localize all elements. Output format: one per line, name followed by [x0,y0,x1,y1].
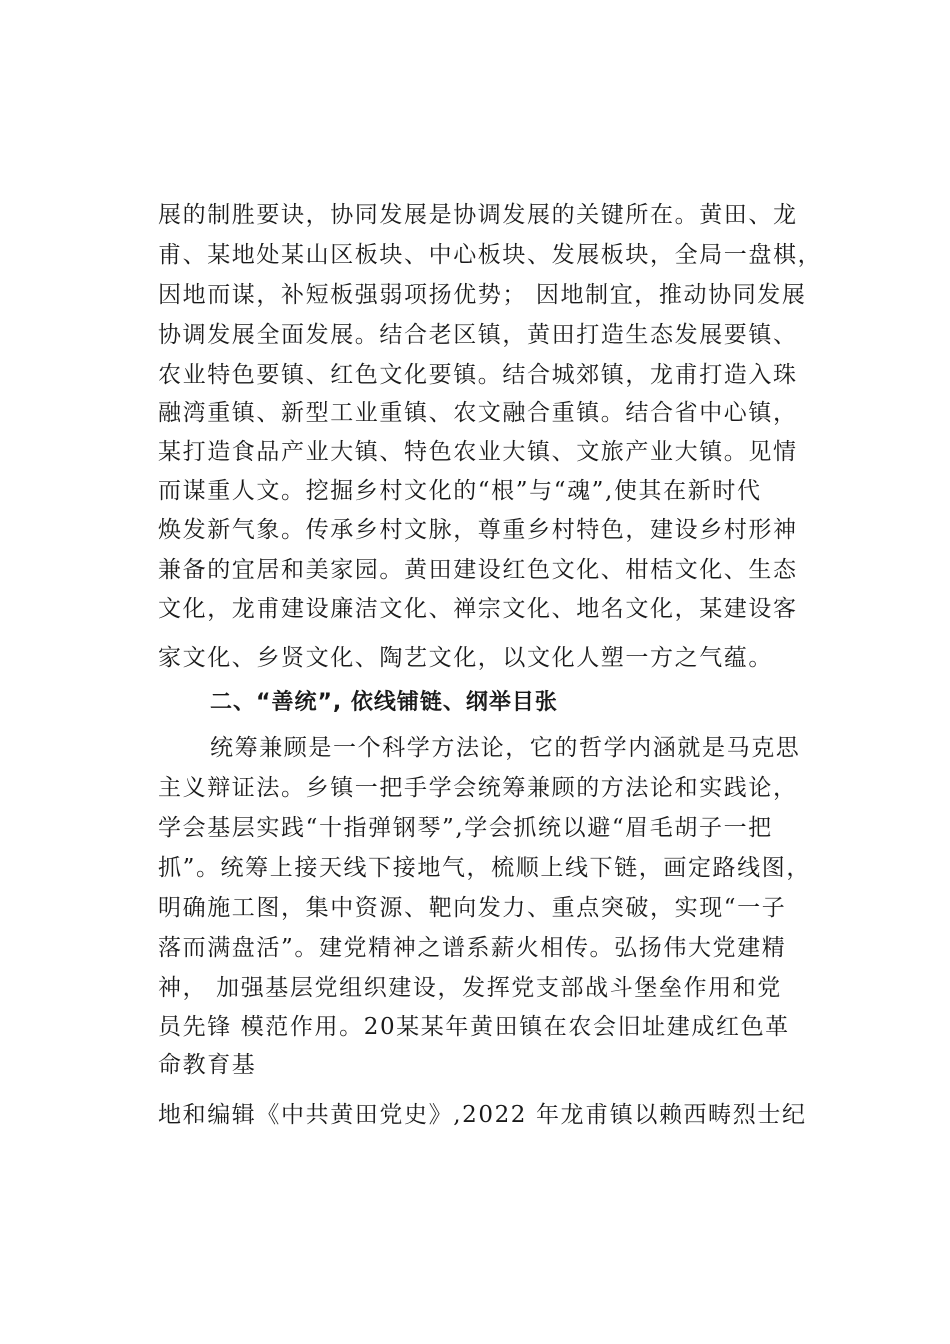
text-line: 农业特色要镇、红色文化要镇。结合城郊镇，龙甫打造入珠 [158,362,798,388]
text-line: 明确施工图，集中资源、靶向发力、重点突破，实现“一子 [158,895,787,921]
text-line: 学会基层实践“十指弹钢琴”,学会抓统以避“眉毛胡子一把 [158,815,773,841]
text-line: 甫、某地处某山区板块、中心板块、发展板块，全局一盘棋， [158,242,823,268]
text-line: 落而满盘活”。建党精神之谱系薪火相传。弘扬伟大党建精 [158,935,787,961]
text-line: 神， 加强基层党组织建设，发挥党支部战斗堡垒作用和党 [158,975,782,1001]
section-heading: 二、“善统”, 依线铺链、纲举目张 [210,690,558,715]
text-line: 命教育基 [158,1052,257,1078]
text-line: 而谋重人文。挖掘乡村文化的“根”与“魂”,使其在新时代 [158,478,762,504]
text-line: 融湾重镇、新型工业重镇、农文融合重镇。结合省中心镇， [158,400,798,426]
text-line: 家文化、乡贤文化、陶艺文化，以文化人塑一方之气蕴。 [158,645,773,671]
text-line: 某打造食品产业大镇、特色农业大镇、文旅产业大镇。见情 [158,439,798,465]
text-line: 文化，龙甫建设廉洁文化、禅宗文化、地名文化，某建设客 [158,596,798,622]
text-line: 统筹兼顾是一个科学方法论，它的哲学内涵就是马克思 [210,735,801,761]
text-line: 员先锋 模范作用。20某某年黄田镇在农会旧址建成红色革 [158,1014,790,1040]
text-line: 因地而谋，补短板强弱项扬优势； 因地制宜，推动协同发展 [158,282,807,308]
text-line: 抓”。统筹上接天线下接地气，梳顺上线下链，画定路线图， [158,855,811,881]
text-line: 展的制胜要诀，协同发展是协调发展的关键所在。黄田、龙 [158,202,798,228]
text-line: 地和编辑《中共黄田党史》,2022 年龙甫镇以赖西畴烈士纪 [158,1102,807,1128]
text-line: 主义辩证法。乡镇一把手学会统筹兼顾的方法论和实践论， [158,775,798,801]
text-line: 协调发展全面发展。结合老区镇，黄田打造生态发展要镇、 [158,322,798,348]
text-line: 焕发新气象。传承乡村文脉，尊重乡村特色，建设乡村形神 [158,517,798,543]
text-line: 兼备的宜居和美家园。黄田建设红色文化、柑桔文化、生态 [158,557,798,583]
